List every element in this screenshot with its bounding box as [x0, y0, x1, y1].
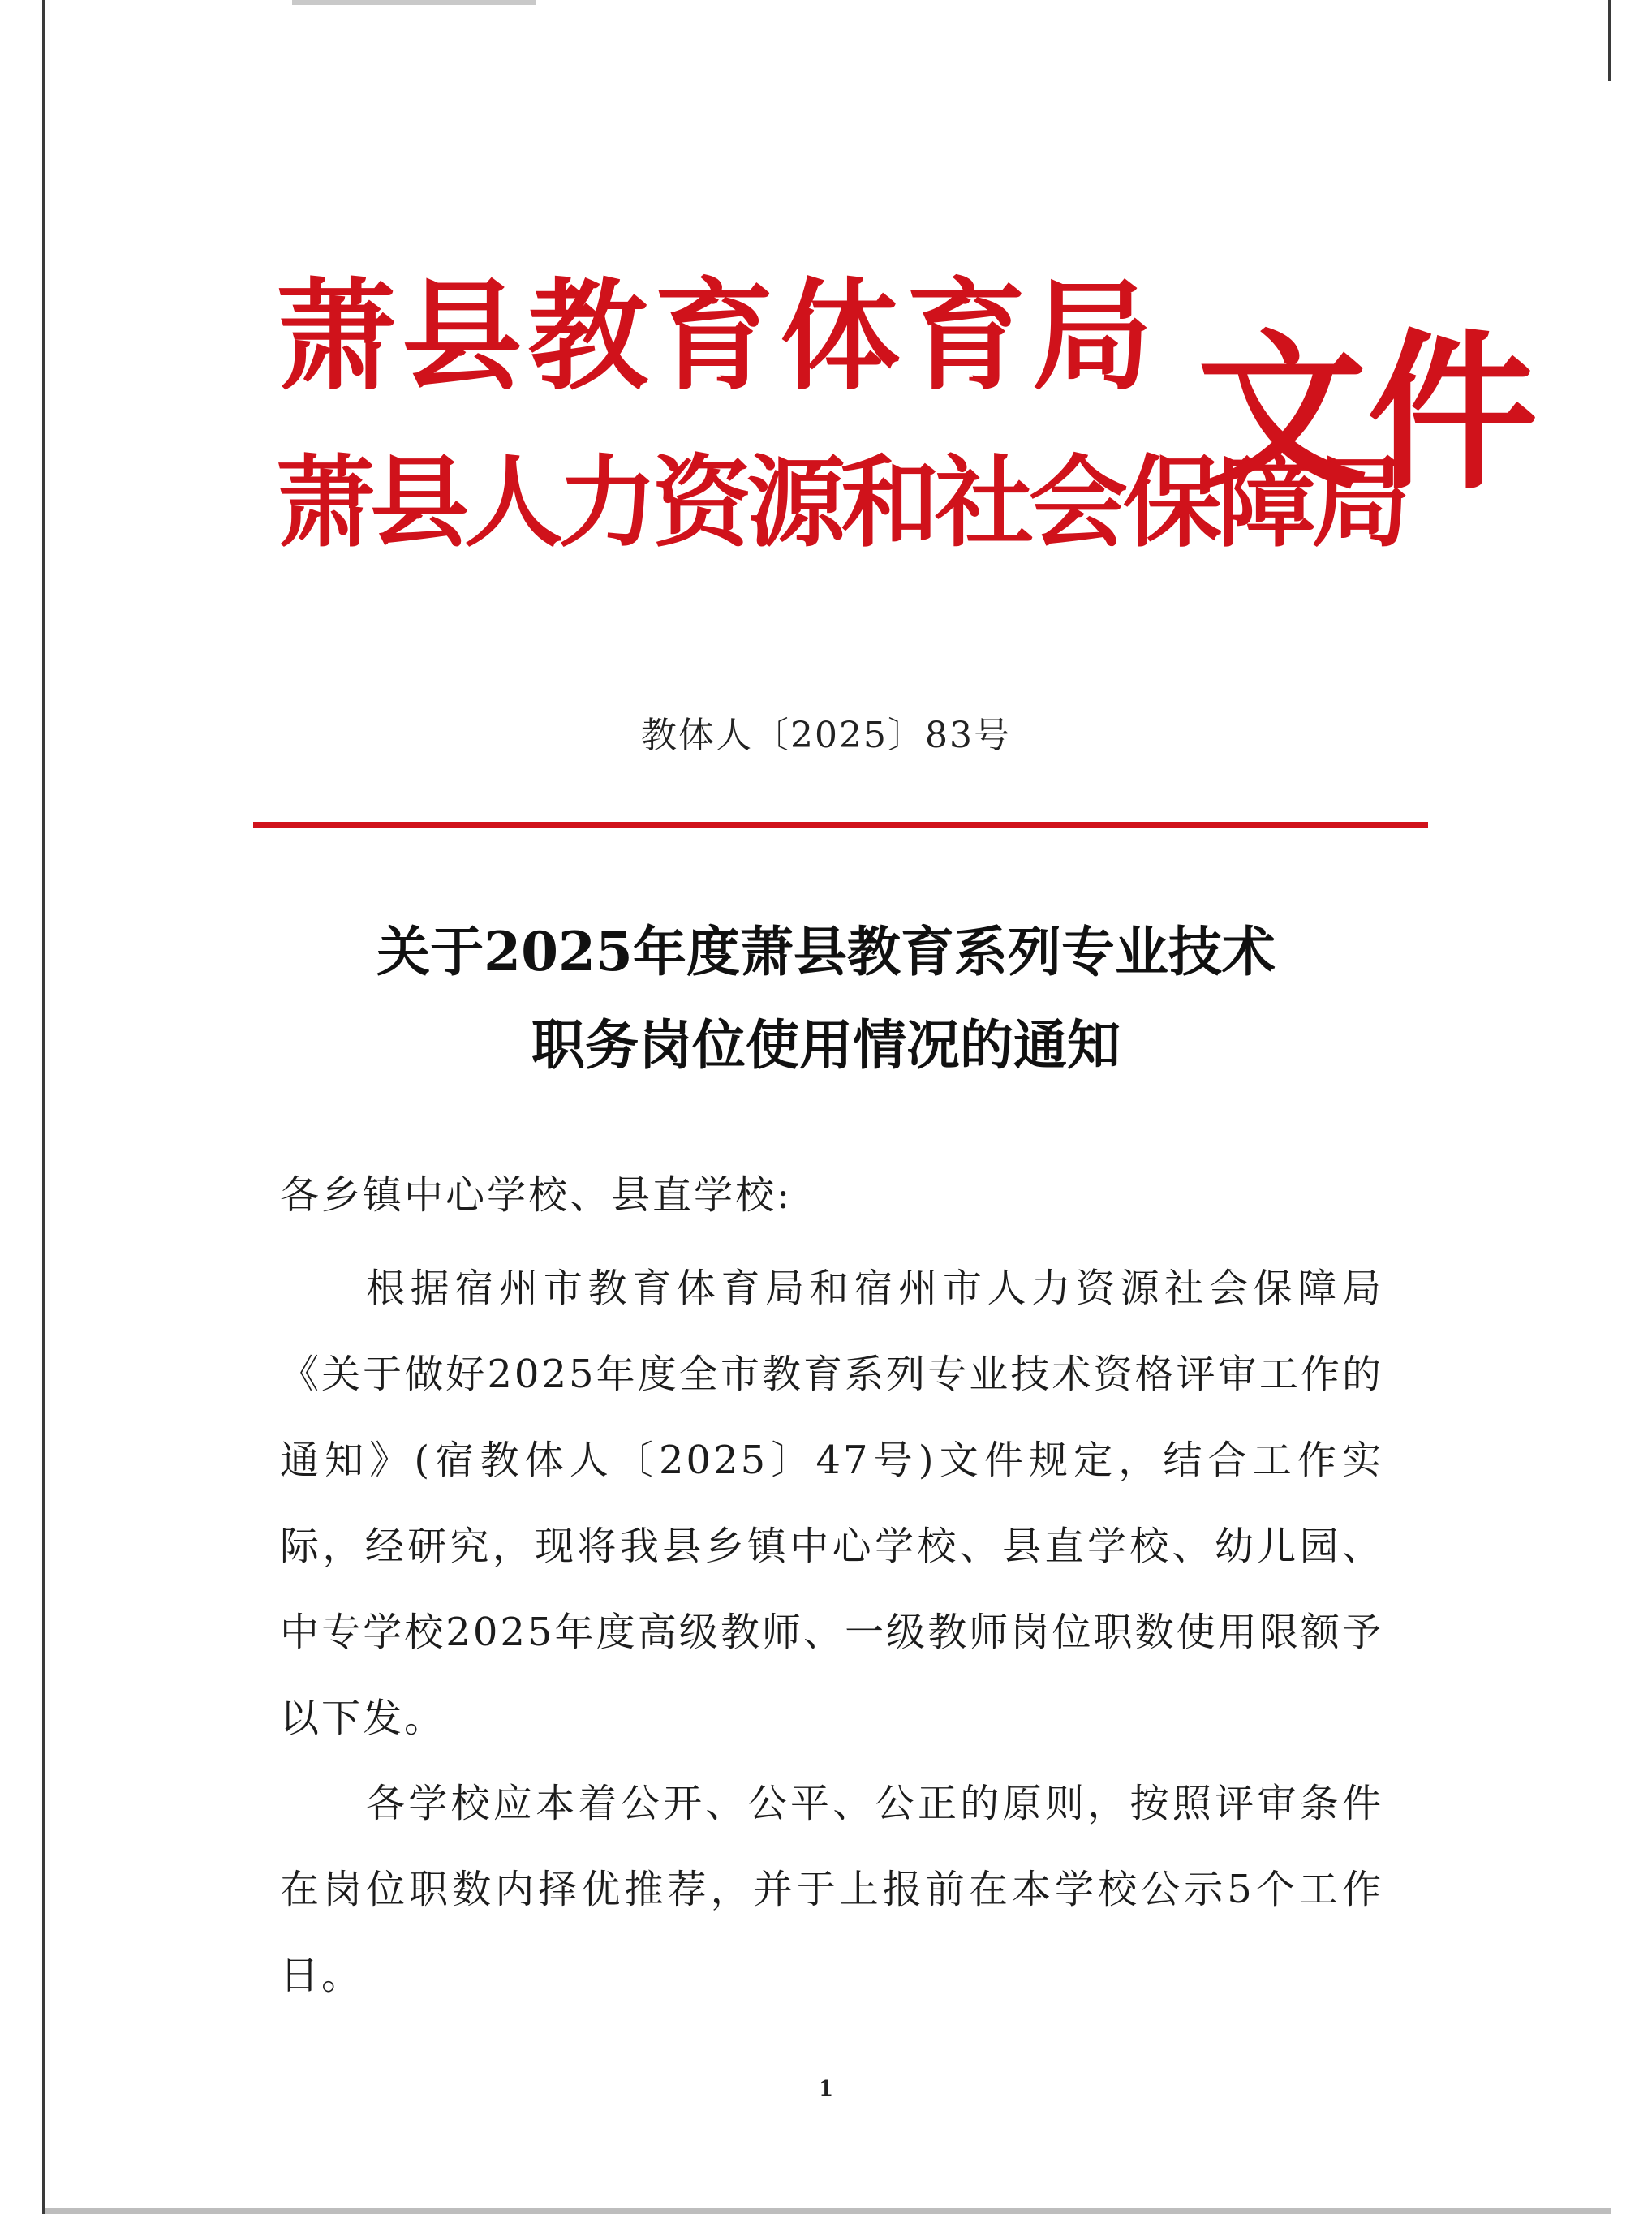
scan-edge-left — [42, 0, 45, 2214]
page-number: 1 — [818, 2077, 834, 2101]
scan-edge-right — [1608, 0, 1611, 81]
issuer-line-hr-bureau: 萧县人力资源和社会保障局 — [276, 445, 1405, 561]
document-title-line-2: 职务岗位使用情况的通知 — [531, 1013, 1121, 1077]
issuer-char: 教 — [527, 267, 648, 406]
issuer-char: 体 — [780, 267, 901, 406]
issuer-char: 育 — [653, 267, 774, 406]
issuer-char: 萧 — [276, 267, 396, 406]
scan-edge-top — [292, 0, 536, 5]
document-title-line-1: 关于2025年度萧县教育系列专业技术 — [376, 920, 1276, 983]
salutation: 各乡镇中心学校、县直学校: — [280, 1172, 793, 1218]
issuer-char: 局 — [1031, 267, 1152, 406]
document-number: 教体人〔2025〕83号 — [641, 715, 1011, 756]
body-paragraph: 根据宿州市教育体育局和宿州市人力资源社会保障局《关于做好2025年度全市教育系列专业技术资格评审工作的通知》(宿教体人〔2025〕47号)文件规定，结合工作实际，经研究，现将我县乡镇中心学校、县直学校、幼儿园、中专学校2025年度高级教师、一级教师岗位职数使用限额予以下发。 — [280, 1266, 1383, 1741]
scan-edge-bottom — [45, 2208, 1611, 2214]
issuer-line-education-bureau — [276, 264, 1152, 410]
issuer-char: 县 — [402, 267, 523, 406]
body-paragraph: 各学校应本着公开、公平、公正的原则，按照评审条件在岗位职数内择优推荐，并于上报前在本学校公示5个工作日。 — [280, 1781, 1383, 1998]
red-divider — [253, 822, 1428, 828]
issuer-char: 育 — [906, 267, 1026, 406]
document-type-label: 文件 — [1197, 314, 1538, 513]
